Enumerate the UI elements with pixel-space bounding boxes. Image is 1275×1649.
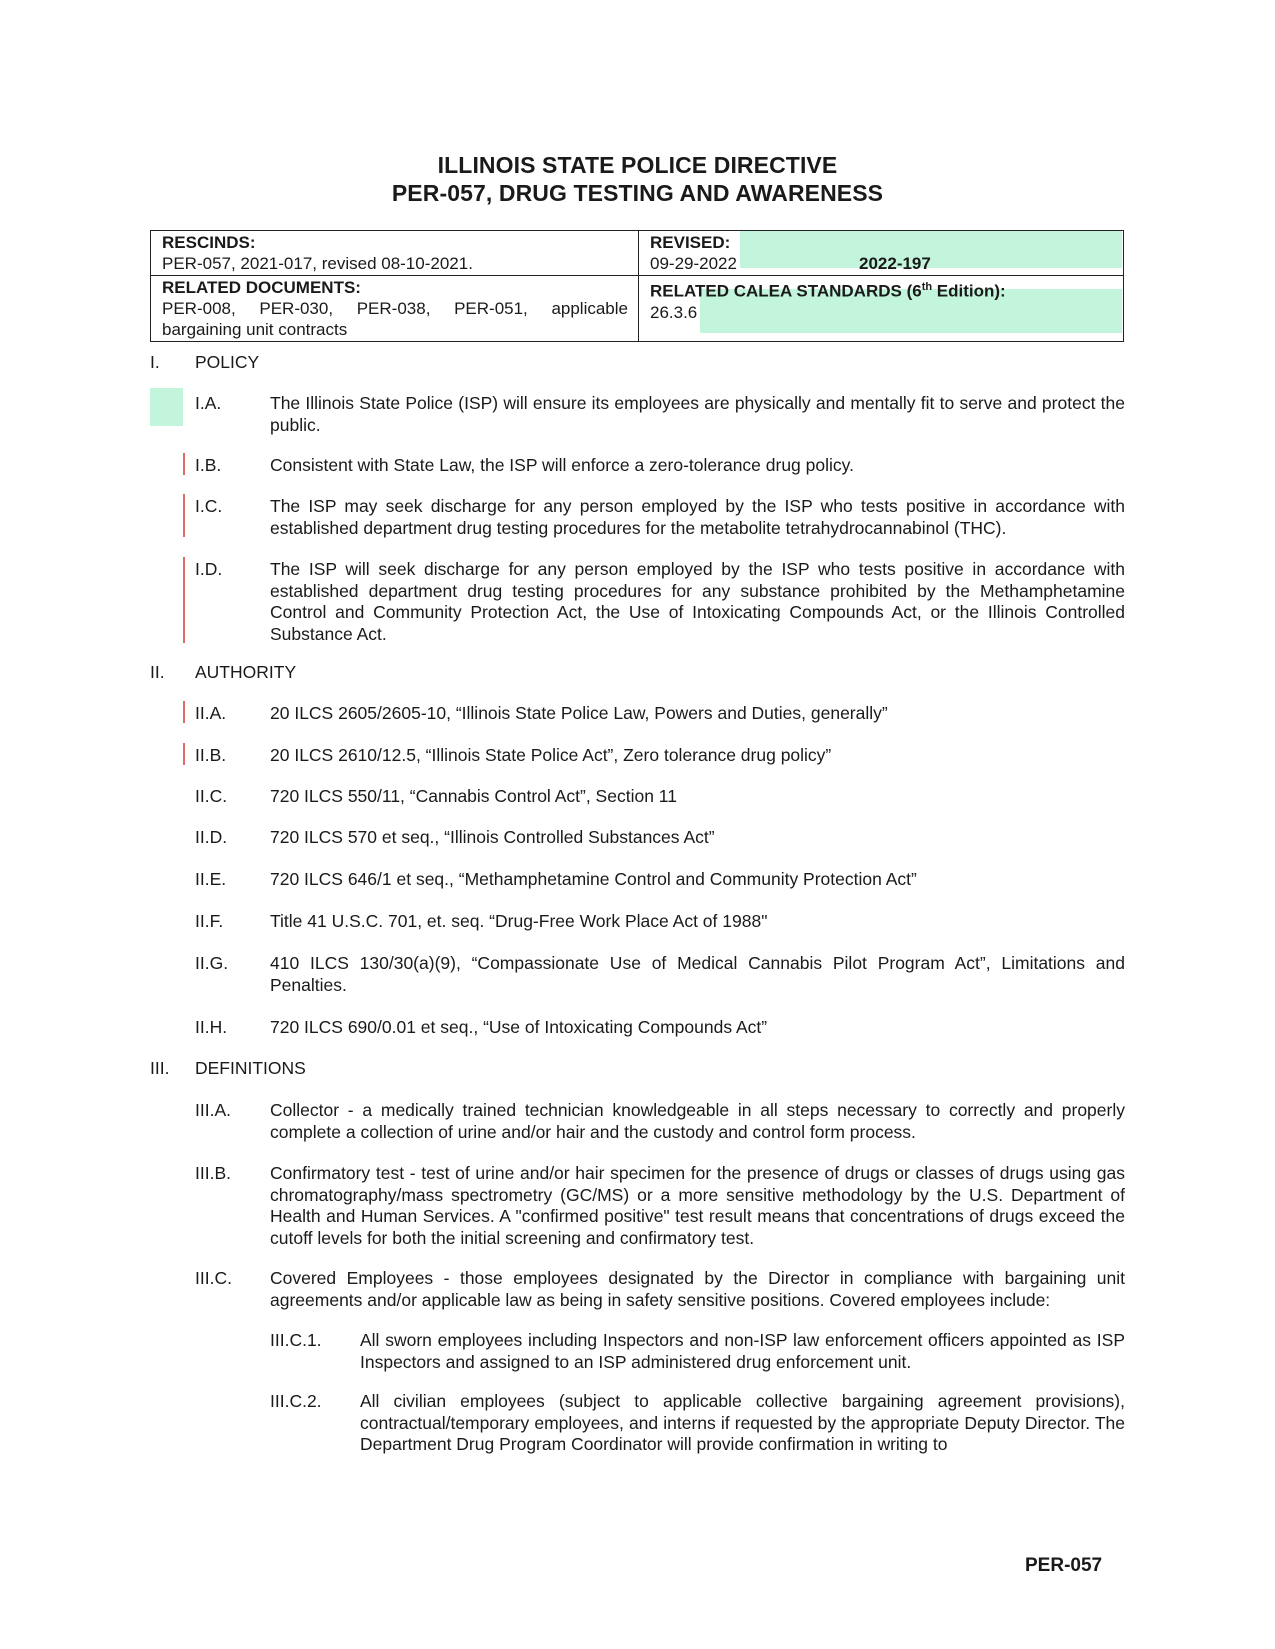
page-footer-doc-id: PER-057 bbox=[1025, 1555, 1103, 1576]
list-item: II.B. 20 ILCS 2610/12.5, “Illinois State Police Act”, Zero tolerance drug policy” bbox=[195, 745, 832, 765]
revised-cell bbox=[639, 231, 1124, 276]
directive-title: ILLINOIS STATE POLICE DIRECTIVE bbox=[437, 152, 838, 178]
revised-label: REVISED: bbox=[650, 233, 731, 252]
directive-subtitle: PER-057, DRUG TESTING AND AWARENESS bbox=[391, 180, 884, 206]
revision-bar bbox=[183, 701, 185, 723]
calea-label: RELATED CALEA STANDARDS (6th Edition): bbox=[650, 281, 1006, 301]
directive-info-table bbox=[150, 230, 1124, 342]
list-item: III.A. Collector - a medically trained technician knowledgeable in all steps necessary to correctly and properly complete a collection of urine and/or hair and the custody and control form process. bbox=[195, 1100, 1125, 1142]
revision-bar bbox=[183, 494, 185, 537]
rescinds-cell bbox=[151, 231, 639, 276]
list-item: II.D. 720 ILCS 570 et seq., “Illinois Controlled Substances Act” bbox=[195, 827, 715, 847]
rescinds-label: RESCINDS: bbox=[162, 233, 256, 252]
list-item: I.A. The Illinois State Police (ISP) will ensure its employees are physically and mentally fit to serve and protect the public. bbox=[195, 393, 1125, 435]
revised-number: 2022-197 bbox=[859, 254, 931, 273]
revision-bar bbox=[183, 557, 185, 643]
calea-cell bbox=[639, 276, 1124, 342]
revision-bar bbox=[183, 743, 185, 765]
related-documents-cell bbox=[151, 276, 639, 342]
list-item: II.A. 20 ILCS 2605/2605-10, “Illinois State Police Law, Powers and Duties, generally” bbox=[195, 703, 888, 723]
list-item: II.C. 720 ILCS 550/11, “Cannabis Control Act”, Section 11 bbox=[195, 786, 677, 806]
list-item: I.D. The ISP will seek discharge for any person employed by the ISP who tests positive in accordance with established department drug testing procedures for any substance prohibited by the Methamphetamine Control and Community Protection Act, the Use of Intoxicating Compounds Act, or the Illinois Controlled Substance Act. bbox=[195, 559, 1125, 644]
calea-value: 26.3.6 bbox=[650, 302, 698, 322]
list-item: II.G. 410 ILCS 130/30(a)(9), “Compassionate Use of Medical Cannabis Pilot Program Act”, Limitations and Penalties. bbox=[195, 953, 1125, 995]
list-item: II.F. Title 41 U.S.C. 701, et. seq. “Drug-Free Work Place Act of 1988" bbox=[195, 911, 768, 931]
list-item: III.C. Covered Employees - those employees designated by the Director in compliance with bargaining unit agreements and/or applicable law as being in safety sensitive positions. Covered employees include: bbox=[195, 1268, 1125, 1310]
highlight-policy bbox=[150, 388, 183, 426]
list-item: III.B. Confirmatory test - test of urine and/or hair specimen for the presence of drugs or classes of drugs using gas chromatography/mass spectrometry (GC/MS) or a more sensitive methodology by the U.S. Department of Health and Human Services. A "confirmed positive" test result means that concentrations of drugs exceed the cutoff levels for both the initial screening and confirmatory test. bbox=[195, 1163, 1125, 1248]
revision-bar bbox=[183, 453, 185, 475]
related-documents-value: PER-008, PER-030, PER-038, PER-051, applicable bargaining unit contracts bbox=[162, 299, 628, 339]
list-subitem: III.C.1. All sworn employees including Inspectors and non-ISP law enforcement officers appointed as ISP Inspectors and assigned to an ISP administered drug enforcement unit. bbox=[270, 1330, 1125, 1372]
list-item: I.C. The ISP may seek discharge for any person employed by the ISP who tests positive in accordance with established department drug testing procedures for the metabolite tetrahydrocannabinol (THC). bbox=[195, 496, 1125, 538]
revised-date: 09-29-2022 bbox=[650, 254, 737, 273]
rescinds-value: PER-057, 2021-017, revised 08-10-2021. bbox=[162, 254, 473, 273]
list-item: II.H. 720 ILCS 690/0.01 et seq., “Use of Intoxicating Compounds Act” bbox=[195, 1017, 768, 1037]
list-item: II.E. 720 ILCS 646/1 et seq., “Methamphetamine Control and Community Protection Act” bbox=[195, 869, 917, 889]
list-item: I.B. Consistent with State Law, the ISP will enforce a zero-tolerance drug policy. bbox=[195, 455, 854, 475]
list-subitem: III.C.2. All civilian employees (subject to applicable collective bargaining agreement provisions), contractual/temporary employees, and interns if requested by the appropriate Deputy Director. The Department Drug Program Coordinator will provide confirmation in writing to bbox=[270, 1391, 1125, 1454]
related-documents-label: RELATED DOCUMENTS: bbox=[162, 278, 361, 297]
